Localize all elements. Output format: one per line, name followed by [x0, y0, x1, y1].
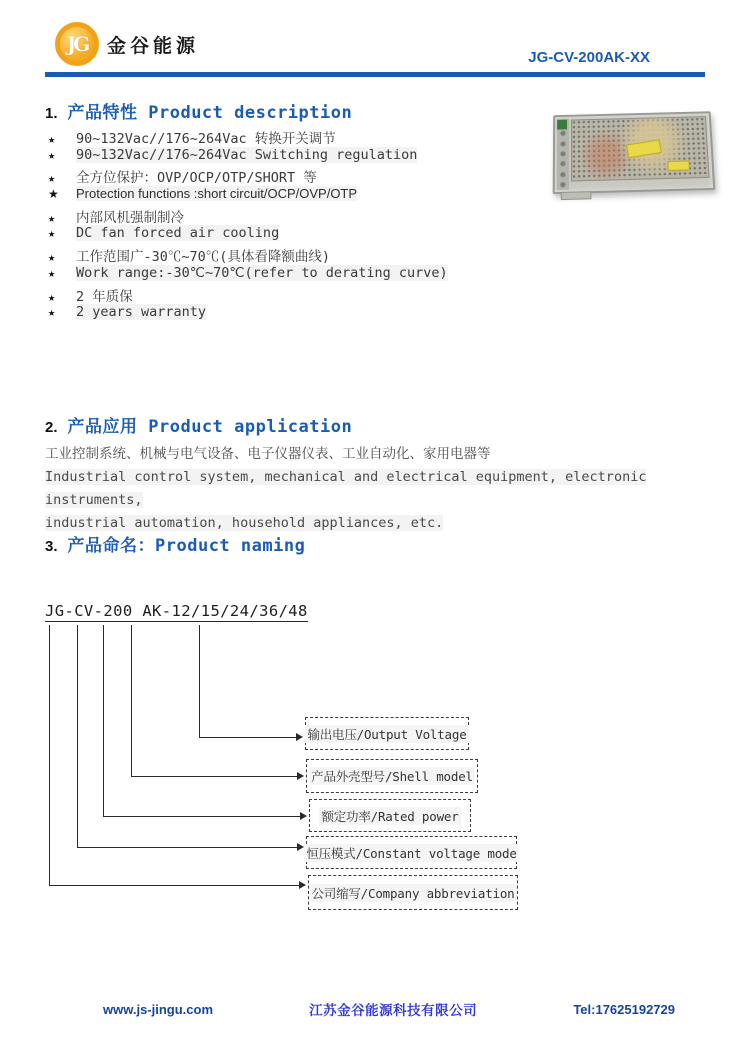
star-bullet-icon: ★: [48, 147, 56, 162]
feature-text: 2 years warranty: [76, 304, 207, 321]
section-3-title: 产品命名：Product naming: [67, 536, 306, 556]
feature-item: [48, 206, 448, 226]
psu-base-flange: [561, 191, 592, 200]
feature-item: [48, 147, 448, 167]
naming-label-box: [306, 759, 478, 793]
feature-item: [48, 186, 448, 206]
company-logo: [55, 22, 199, 66]
logo-company-name: 金谷能源: [107, 34, 200, 57]
section-3-heading: [45, 531, 305, 556]
arrow-right-icon: [296, 733, 303, 741]
star-bullet-icon: ★: [48, 171, 56, 186]
application-line-en2: industrial automation, household appliances, etc.: [45, 515, 444, 531]
application-body: [45, 443, 750, 535]
psu-green-connector: [557, 120, 567, 130]
naming-label-box: [308, 875, 518, 910]
naming-label-box: [309, 799, 471, 832]
section-2-heading: [45, 412, 352, 437]
feature-item: [48, 127, 448, 147]
page-footer: [0, 999, 750, 1019]
section-1-heading: [45, 98, 352, 123]
diagram-line: [199, 625, 200, 737]
star-bullet-icon: ★: [48, 265, 56, 280]
diagram-line: [77, 625, 78, 848]
diagram-line: [131, 776, 297, 777]
diagram-line: [49, 885, 299, 886]
naming-label: 额定功率/Rated power: [321, 808, 459, 824]
feature-item: [48, 225, 448, 245]
feature-text: Protection functions :short circuit/OCP/OVP/OTP: [76, 186, 358, 202]
star-bullet-icon: ★: [48, 210, 56, 225]
feature-text: 2 年质保: [76, 288, 133, 305]
diagram-line: [77, 847, 297, 848]
arrow-right-icon: [297, 772, 304, 780]
star-bullet-icon: ★: [48, 226, 56, 241]
footer-website-link[interactable]: www.js-jingu.com: [103, 1001, 214, 1017]
star-bullet-icon: ★: [48, 132, 56, 146]
naming-label-box: [306, 836, 517, 869]
feature-text: 内部风机强制制冷: [76, 209, 184, 226]
header-divider: [45, 72, 705, 77]
naming-label: 公司缩写/Company abbreviation: [311, 885, 515, 901]
feature-item: [48, 166, 448, 186]
feature-text: DC fan forced air cooling: [76, 225, 280, 242]
star-bullet-icon: ★: [48, 289, 56, 304]
diagram-line: [199, 737, 296, 738]
section-2-title: 产品应用 Product application: [67, 417, 353, 437]
naming-label: 恒压模式/Constant voltage mode: [306, 845, 517, 861]
diagram-line: [103, 625, 104, 817]
footer-company-name: 江苏金谷能源科技有限公司: [309, 1003, 478, 1018]
naming-label: 产品外壳型号/Shell model: [311, 769, 473, 784]
feature-text: 90~132Vac//176~264Vac Switching regulation: [76, 146, 418, 163]
psu-yellow-label: [667, 160, 690, 171]
diagram-line: [131, 625, 132, 776]
feature-text: 工作范围广-30℃~70℃(具体看降额曲线): [76, 249, 331, 266]
star-bullet-icon: ★: [48, 187, 59, 202]
section-3-number: 3.: [45, 538, 58, 555]
diagram-line: [49, 625, 50, 886]
section-1-title: 产品特性 Product description: [67, 103, 353, 123]
star-bullet-icon: ★: [48, 250, 56, 265]
feature-text: 全方位保护：OVP/OCP/OTP/SHORT 等: [76, 170, 317, 187]
arrow-right-icon: [300, 812, 307, 820]
arrow-right-icon: [297, 843, 304, 851]
section-1-number: 1.: [45, 105, 58, 122]
feature-list: [48, 127, 448, 324]
naming-label: 输出电压/Output Voltage: [307, 726, 467, 742]
application-line-cn: 工业控制系统、机械与电气设备、电子仪器仪表、工业自动化、家用电器等: [45, 446, 491, 462]
naming-label-box: [305, 717, 469, 750]
diagram-line: [103, 816, 300, 817]
star-bullet-icon: ★: [48, 305, 56, 320]
feature-item: [48, 245, 448, 265]
feature-text: 90~132Vac//176~264Vac 转换开关调节: [76, 131, 336, 147]
document-model-number: JG-CV-200AK-XX: [528, 49, 650, 66]
section-2-number: 2.: [45, 419, 58, 436]
application-line-en1: Industrial control system, mechanical and electrical equipment, electronic instruments,: [45, 469, 647, 508]
feature-item: [48, 265, 448, 285]
arrow-right-icon: [299, 881, 306, 889]
feature-text: Work range:-30℃~70℃(refer to derating curve): [76, 264, 448, 281]
logo-jg-monogram-icon: JG: [55, 22, 99, 66]
footer-telephone: Tel:17625192729: [573, 1001, 675, 1017]
product-photo: [553, 111, 716, 194]
naming-model-string: JG-CV-200 AK-12/15/24/36/48: [45, 602, 308, 620]
feature-item: [48, 285, 448, 305]
feature-item: [48, 304, 448, 324]
